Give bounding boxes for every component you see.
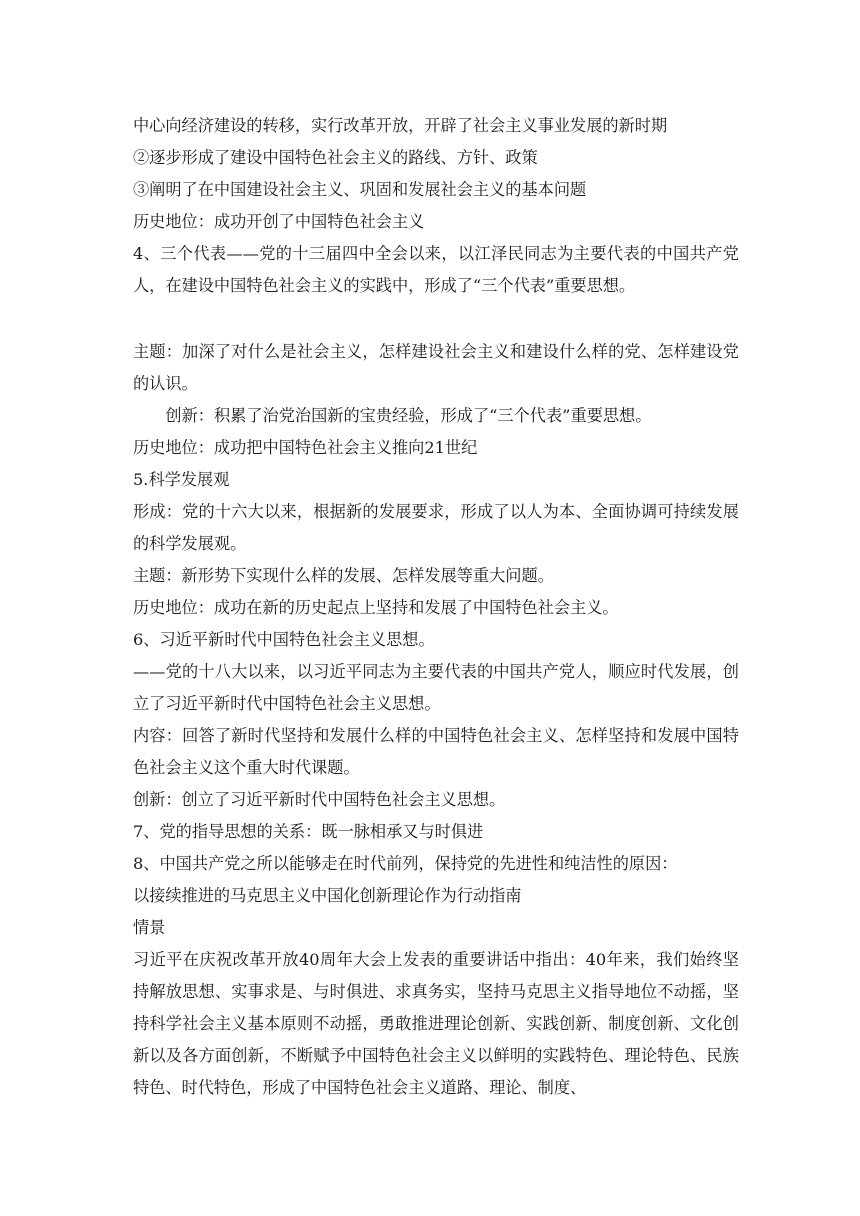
heading-new-era-thought: 6、习近平新时代中国特色社会主义思想。 bbox=[133, 630, 435, 649]
paragraph-spacer bbox=[133, 302, 739, 336]
paragraph-innovation-new-era: 创新：创立了习近平新时代中国特色社会主义思想。 bbox=[133, 790, 506, 809]
paragraph-historical-status-2: 历史地位：成功把中国特色社会主义推向21世纪 bbox=[133, 438, 478, 457]
heading-scenario: 情景 bbox=[133, 918, 166, 937]
paragraph-action-guide: 以接续推进的马克思主义中国化创新理论作为行动指南 bbox=[133, 886, 522, 905]
paragraph-reform-period: 中心向经济建设的转移，实行改革开放，开辟了社会主义事业发展的新时期 bbox=[133, 116, 668, 135]
paragraph-reform-anniversary-speech: 习近平在庆祝改革开放40周年大会上发表的重要讲话中指出：40年来，我们始终坚持解放思想、实事求是、与时俱进、求真务实，坚持马克思主义指导地位不动摇，坚持科学社会主义基本原则不动摇，勇敢推进理论创新、实践创新、制度创新、文化创新以及各方面创新，不断赋予中国特色社会主义以鲜明的实践特色、理论特色、民族特色、时代特色，形成了中国特色社会主义道路、理论、制度、 bbox=[133, 950, 739, 1097]
paragraph-historical-status-3: 历史地位：成功在新的历史起点上坚持和发展了中国特色社会主义。 bbox=[133, 598, 619, 617]
paragraph-guiding-thought-relation: 7、党的指导思想的关系：既一脉相承又与时俱进 bbox=[133, 822, 484, 841]
paragraph-three-represents: 4、三个代表——党的十三届四中全会以来，以江泽民同志为主要代表的中国共产党人，在建设中国特色社会主义的实践中，形成了“三个代表”重要思想。 bbox=[133, 244, 739, 295]
paragraph-party-advancement-reason: 8、中国共产党之所以能够走在时代前列，保持党的先进性和纯洁性的原因： bbox=[133, 854, 678, 873]
paragraph-content: 内容：回答了新时代坚持和发展什么样的中国特色社会主义、怎样坚持和发展中国特色社会主义这个重大时代课题。 bbox=[133, 726, 739, 777]
paragraph-historical-status-1: 历史地位：成功开创了中国特色社会主义 bbox=[133, 212, 425, 231]
paragraph-theme-party-building: 主题：加深了对什么是社会主义，怎样建设社会主义和建设什么样的党、怎样建设党的认识。 bbox=[133, 342, 739, 393]
document-body bbox=[133, 110, 739, 1104]
paragraph-basic-questions: ③阐明了在中国建设社会主义、巩固和发展社会主义的基本问题 bbox=[133, 180, 587, 199]
heading-scientific-outlook: 5.科学发展观 bbox=[133, 470, 230, 489]
paragraph-eighteenth-congress: ——党的十八大以来，以习近平同志为主要代表的中国共产党人，顺应时代发展，创立了习近平新时代中国特色社会主义思想。 bbox=[133, 662, 739, 713]
paragraph-innovation-experience: 创新：积累了治党治国新的宝贵经验，形成了“三个代表”重要思想。 bbox=[165, 406, 652, 425]
paragraph-theme-development: 主题：新形势下实现什么样的发展、怎样发展等重大问题。 bbox=[133, 566, 554, 585]
paragraph-route-policy: ②逐步形成了建设中国特色社会主义的路线、方针、政策 bbox=[133, 148, 538, 167]
paragraph-formation: 形成：党的十六大以来，根据新的发展要求，形成了以人为本、全面协调可持续发展的科学发展观。 bbox=[133, 502, 739, 553]
